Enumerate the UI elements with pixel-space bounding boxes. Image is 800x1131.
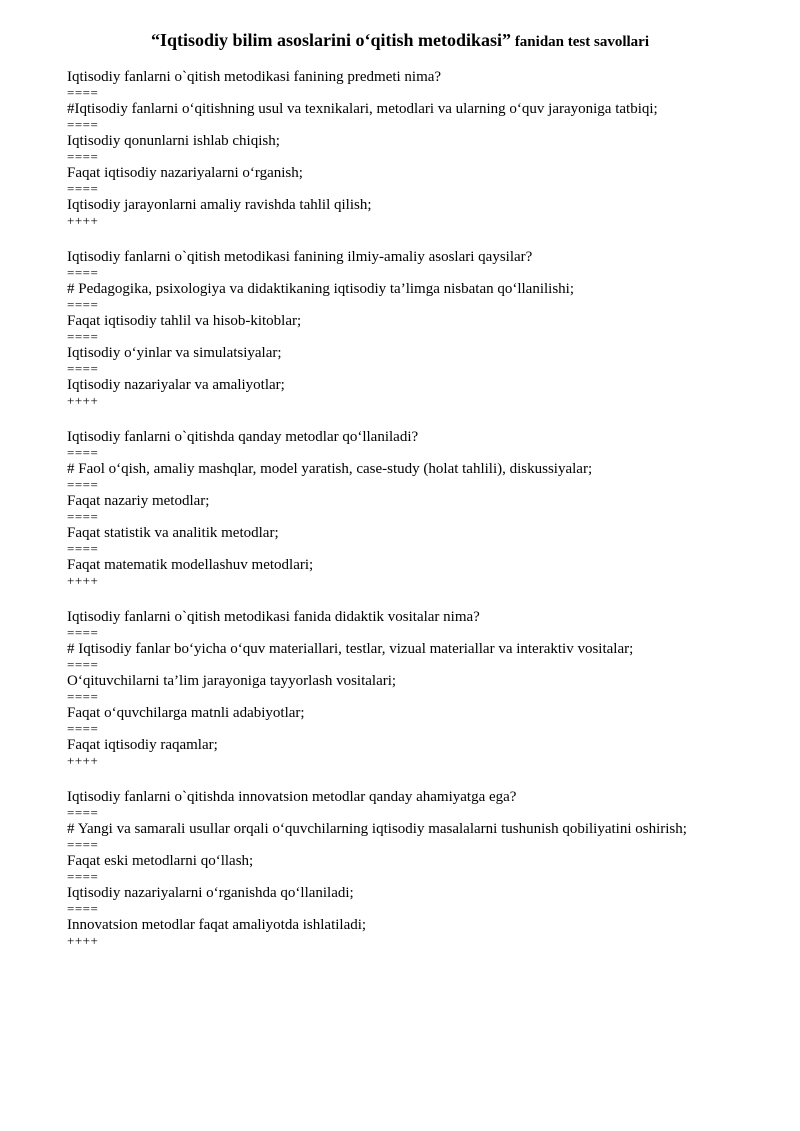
answer-option: Faqat iqtisodiy nazariyalarni o‘rganish; [67,165,303,181]
title-suffix: fanidan test savollari [511,34,649,50]
question-text: Iqtisodiy fanlarni o`qitishda qanday metodlar qo‘llaniladi? [67,429,419,445]
question-block [67,608,767,768]
question-end-marker: ++++ [67,573,99,588]
answer-option: Faqat statistik va analitik metodlar; [67,525,279,541]
separator: ==== [67,85,99,100]
document-title [0,30,800,51]
separator: ==== [67,837,99,852]
answer-option: Faqat matematik modellashuv metodlari; [67,557,314,573]
separator: ==== [67,265,99,280]
correct-answer: #Iqtisodiy fanlarni o‘qitishning usul va texnikalari, metodlari va ularning o‘quv jarayoniga tatbiqi; [67,101,658,117]
question-block [67,788,767,948]
separator: ==== [67,869,99,884]
separator: ==== [67,805,99,820]
answer-option: Faqat iqtisodiy raqamlar; [67,737,218,753]
answer-option: Innovatsion metodlar faqat amaliyotda ishlatiladi; [67,917,367,933]
question-end-marker: ++++ [67,393,99,408]
separator: ==== [67,181,99,196]
correct-answer: # Iqtisodiy fanlar bo‘yicha o‘quv materiallari, testlar, vizual materiallar va interaktiv vositalar; [67,641,634,657]
question-text: Iqtisodiy fanlarni o`qitishda innovatsion metodlar qanday ahamiyatga ega? [67,789,517,805]
separator: ==== [67,625,99,640]
question-end-marker: ++++ [67,213,99,228]
question-block [67,248,767,408]
separator: ==== [67,509,99,524]
answer-option: Faqat eski metodlarni qo‘llash; [67,853,254,869]
separator: ==== [67,329,99,344]
questions-list [67,68,767,968]
question-block [67,68,767,228]
separator: ==== [67,477,99,492]
separator: ==== [67,297,99,312]
answer-option: Faqat nazariy metodlar; [67,493,210,509]
answer-option: Faqat iqtisodiy tahlil va hisob-kitoblar; [67,313,302,329]
question-end-marker: ++++ [67,933,99,948]
correct-answer: # Pedagogika, psixologiya va didaktikaning iqtisodiy ta’limga nisbatan qo‘llanilishi; [67,281,575,297]
separator: ==== [67,445,99,460]
title-main: “Iqtisodiy bilim asoslarini o‘qitish metodikasi” [150,30,512,50]
question-end-marker: ++++ [67,753,99,768]
separator: ==== [67,361,99,376]
correct-answer: # Faol o‘qish, amaliy mashqlar, model yaratish, case-study (holat tahlili), diskussiyalar; [67,461,593,477]
question-text: Iqtisodiy fanlarni o`qitish metodikasi fanining ilmiy-amaliy asoslari qaysilar? [67,249,533,265]
separator: ==== [67,149,99,164]
separator: ==== [67,721,99,736]
question-block [67,428,767,588]
answer-option: Faqat o‘quvchilarga matnli adabiyotlar; [67,705,305,721]
answer-option: Iqtisodiy nazariyalar va amaliyotlar; [67,377,285,393]
answer-option: Iqtisodiy nazariyalarni o‘rganishda qo‘llaniladi; [67,885,354,901]
answer-option: Iqtisodiy jarayonlarni amaliy ravishda tahlil qilish; [67,197,372,213]
separator: ==== [67,117,99,132]
separator: ==== [67,689,99,704]
separator: ==== [67,541,99,556]
separator: ==== [67,901,99,916]
separator: ==== [67,657,99,672]
question-text: Iqtisodiy fanlarni o`qitish metodikasi fanining predmeti nima? [67,69,442,85]
answer-option: O‘qituvchilarni ta’lim jarayoniga tayyorlash vositalari; [67,673,397,689]
correct-answer: # Yangi va samarali usullar orqali o‘quvchilarning iqtisodiy masalalarni tushunish qobiliyatini oshirish; [67,821,687,837]
question-text: Iqtisodiy fanlarni o`qitish metodikasi fanida didaktik vositalar nima? [67,609,480,625]
answer-option: Iqtisodiy o‘yinlar va simulatsiyalar; [67,345,282,361]
answer-option: Iqtisodiy qonunlarni ishlab chiqish; [67,133,280,149]
